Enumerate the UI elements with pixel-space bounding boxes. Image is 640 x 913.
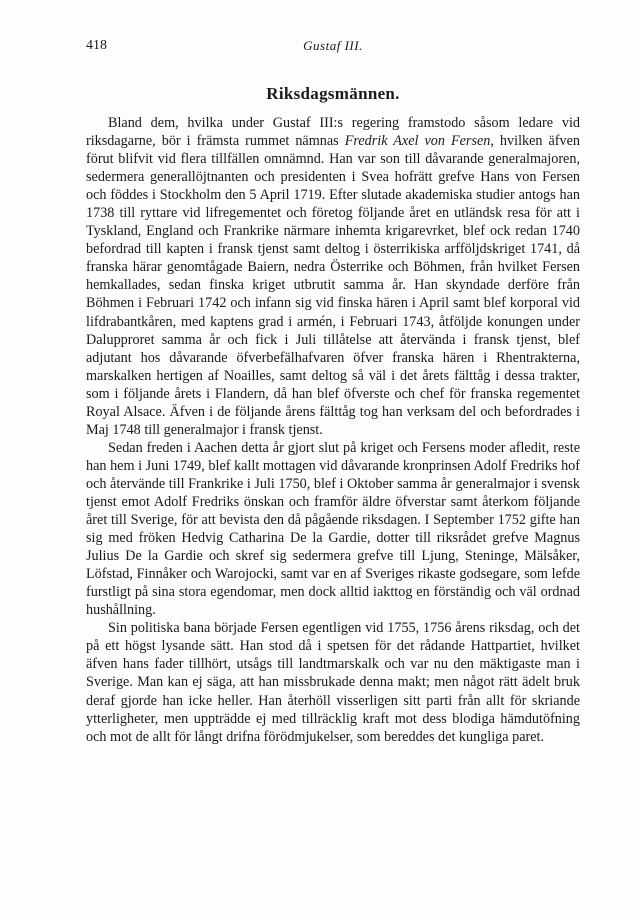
paragraph-3: [86, 619, 580, 745]
paragraph-2-text: Sedan freden i Aachen detta år gjort slut på kriget och Fersens moder afledit, reste han hem i Juni 1749, blef kallt mottagen vid dåvarande kronprinsen Adolf Fredriks hof och återvände till Frankrike i Juli 1750, blef i Oktober samma år generalmajor i svensk tjenst emot Adolf Fredriks önskan och framför äldre öfverstar samt återkom följande året till Sverige, för att bevista den då pågående riksdagen. I September 1752 gifte han sig med fröken Hedvig Catharina De la Gardie, dotter till riksrådet grefve Magnus Julius De la Gardie och skref sig sedermera grefve till Ljung, Steninge, Mälsåker, Löfstad, Finnåker och Warojocki, samt var en af Sveriges rikaste godsegare, som lefde furstligt på sina stora egendomar, men dock alltid iakttog en förständig och väl ordnad hushållning.: [86, 439, 580, 619]
page-number: 418: [86, 38, 107, 53]
body-text: [86, 114, 580, 746]
chapter-heading: Riksdagsmännen.: [266, 84, 400, 103]
running-head: [86, 38, 580, 58]
paragraph-2: [86, 439, 580, 619]
paragraph-1-text-a: Bland dem, hvilka under Gustaf III:s regering framstodo såsom ledare vid riksdagarne, bör i främsta rummet nämnas: [86, 115, 580, 150]
paragraph-3-text: Sin politiska bana började Fersen egentligen vid 1755, 1756 årens riksdag, och det på ett högst lysande sätt. Han stod då i spetsen för det rådande Hattpartiet, hvilket äfven hans fader tillhört, utsågs till landtmarskalk och var nu den mäktigaste man i Sverige. Man kan ej säga, att han missbrukade denna makt; men något rätt ädelt bruk deraf gjorde han icke heller. Han återhöll visserligen sitt parti från allt för skriande ytterligheter, men uppträdde ej med tillräcklig kraft mot dess blodiga hämdutöfning och mot de allt för långt drifna förödmjukelser, som bereddes det kungliga paret.: [86, 620, 580, 745]
running-title: Gustaf III.: [303, 38, 363, 53]
paragraph-1-italic-name: Fredrik Axel von Fersen: [344, 133, 491, 150]
paragraph-1: [86, 114, 580, 439]
paragraph-1-text-b: , hvilken äfven förut blifvit vid flera tillfällen omnämnd. Han var son till dåvarande generalmajoren, sedermera generallöjtnanten och presidenten i Svea hofrätt grefve Hans von Fersen och föddes i Stockholm den 5 April 1719. Efter slutade akademiska studier antogs han 1738 till ryttare vid lifregementet och företog följande året en utländsk resa för att i Tyskland, England och Frankrike närmare inhemta krigarevrket, blef ock redan 1740 befordrad till kapten i fransk tjenst samt deltog i österrikiska arfföljdskriget 1741, då franska härar genomtågade Baiern, nedra Österrike och Böhmen, från hvilket Fersen hemkallades, sedan finska kriget utbrutit samma år. Han skyndade derföre från Böhmen i Februari 1742 och infann sig vid finska hären i April samt blef korporal vid lifdrabantkåren, med kaptens grad i armén, i Februari 1743, åtföljde konungen under Dalupproret samma år och fick i Juli tillåtelse att återvända i fransk tjenst, blef adjutant hos dåvarande öfverbefälhafvaren öfver franska hären i Rhentrakterna, marskalken hertigen af Noailles, samt deltog så väl i det årets fälttåg i dessa trakter, som i följande årets i Flandern, då han blef öfverste och chef för franska regementet Royal Alsace. Äfven i de följande årens fälttåg tog han verksam del och befordrades i Maj 1748 till generalmajor i fransk tjenst.: [86, 133, 581, 438]
